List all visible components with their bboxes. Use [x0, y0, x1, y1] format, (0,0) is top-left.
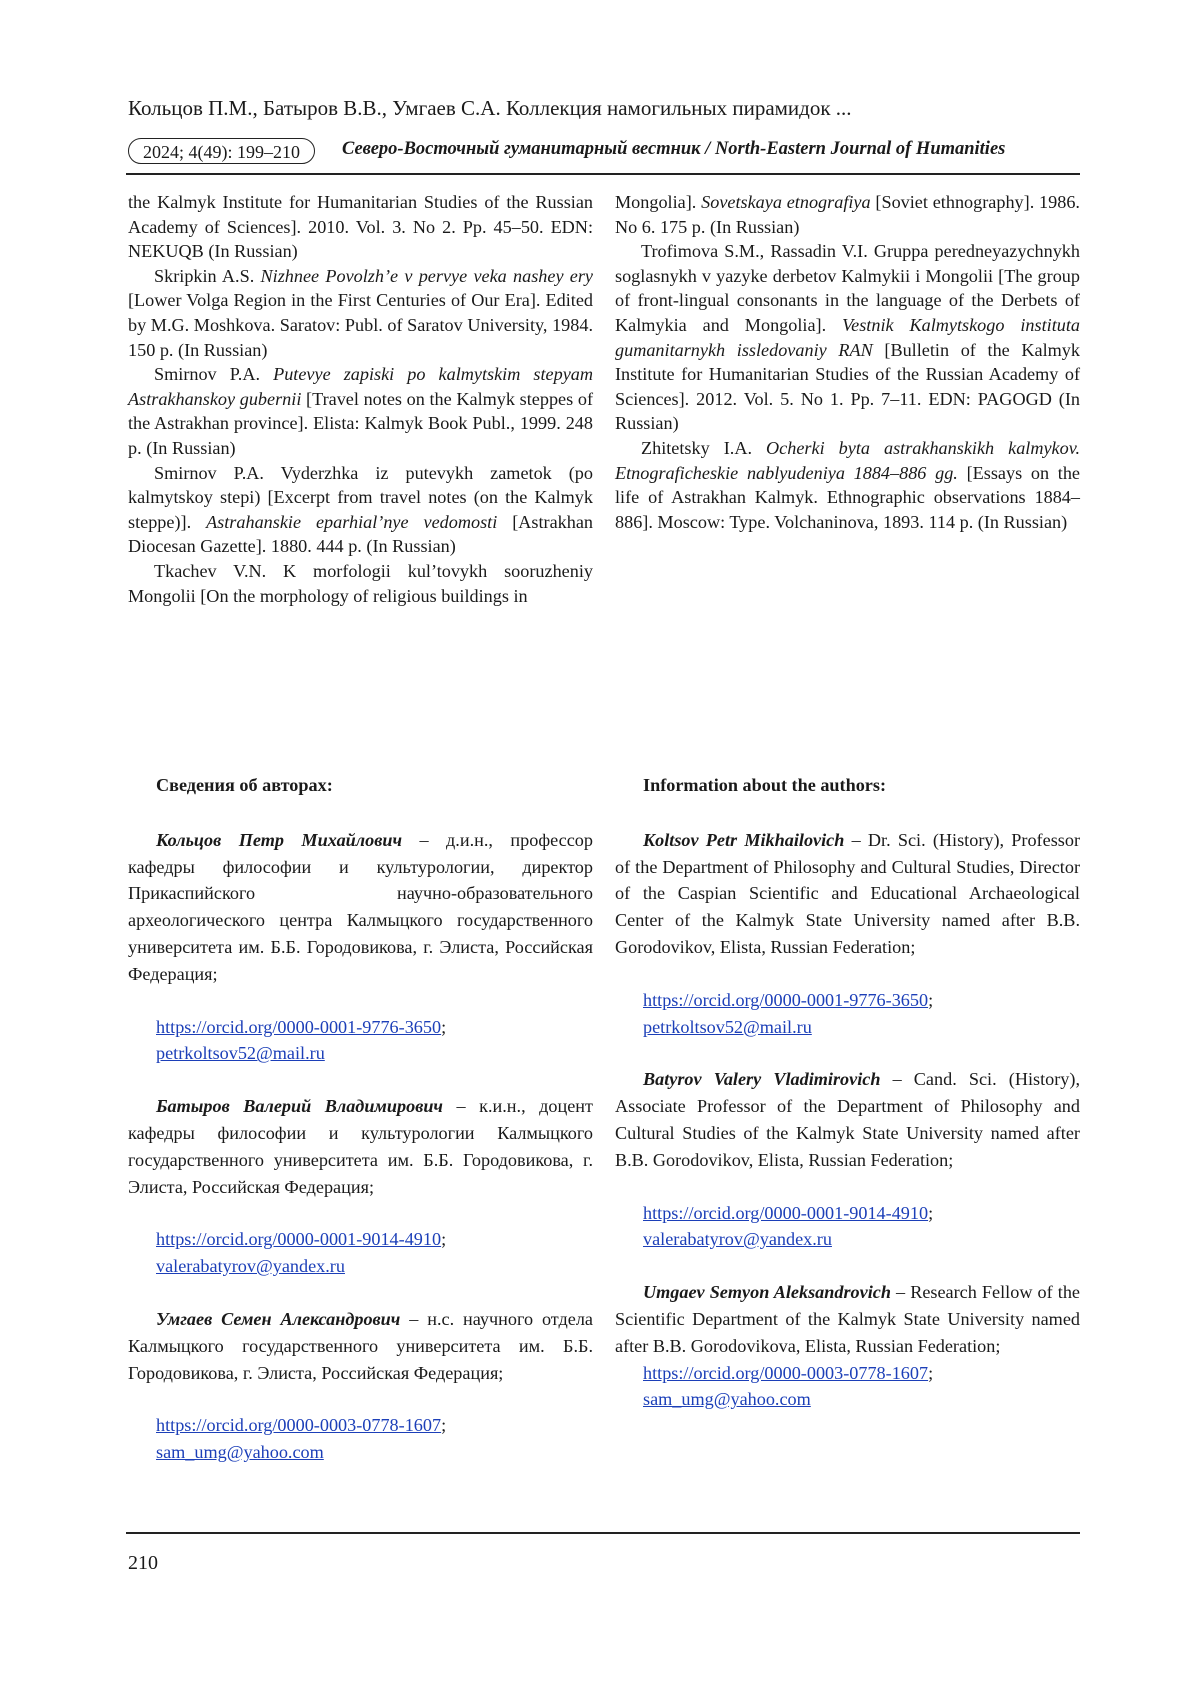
author-ru-1-links: https://orcid.org/0000-0001-9776-3650; petrkoltsov52@mail.ru	[156, 1016, 447, 1064]
page-number: 210	[128, 1552, 158, 1574]
reference-item: Mongolia]. Sovetskaya etnografiya [Soviet ethnography]. 1986. No 6. 175 p. (In Russian)	[615, 192, 1080, 237]
reference-item: Trofimova S.M., Rassadin V.I. Gruppa peredneyazychnykh soglasnykh v yazyke derbetov Kalmykii i Mongolii [The group of front-lingual consonants in the language of the Derbets of Kalmykia and Mongolia]. Vestnik Kalmytskogo instituta gumanitarnykh issledovaniy RAN [Bulletin of the Kalmyk Institute for Humanitarian Studies of the Russian Academy of Sciences]. 2012. Vol. 5. No 1. Pp. 7–11. EDN: PAGOGD (In Russian)	[615, 241, 1081, 434]
author-ru-2-links: https://orcid.org/0000-0001-9014-4910; valerabatyrov@yandex.ru	[156, 1229, 447, 1277]
author-ru-3-links: https://orcid.org/0000-0003-0778-1607; sam_umg@yahoo.com	[156, 1415, 447, 1463]
authors-ru-column	[128, 772, 593, 1492]
footer-rule	[126, 1532, 1080, 1534]
author-en-2: Batyrov Valery Vladimirovich – Cand. Sci. (History), Associate Professor of the Department of Philosophy and Cultural Studies of the Kalmyk State University named after B.B. Gorodovikov, Elista, Russian Federation;	[615, 1069, 1081, 1170]
running-head: Кольцов П.М., Батыров В.В., Умгаев С.А. Коллекция намогильных пирамидок ...	[128, 96, 852, 120]
author-ru-3: Умгаев Семен Александрович – н.с. научного отдела Калмыцкого государственного университета им. Б.Б. Городовикова, г. Элиста, Российская Федерация;	[128, 1308, 593, 1383]
author-name: Кольцов Петр Михайлович	[156, 829, 402, 850]
orcid-link[interactable]: https://orcid.org/0000-0001-9014-4910	[156, 1229, 442, 1250]
references-right-column	[615, 190, 1080, 534]
author-en-3-links: https://orcid.org/0000-0003-0778-1607; sam_umg@yahoo.com	[643, 1362, 934, 1410]
orcid-link[interactable]: https://orcid.org/0000-0001-9776-3650	[643, 989, 929, 1010]
email-link[interactable]: sam_umg@yahoo.com	[643, 1389, 811, 1410]
authors-en-column	[615, 772, 1080, 1439]
author-name: Умгаев Семен Александрович	[156, 1308, 401, 1329]
author-en-1: Koltsov Petr Mikhailovich – Dr. Sci. (History), Professor of the Department of Philosophy and Cultural Studies, Director of the Caspian Scientific and Educational Archaeological Center of the Kalmyk State University named after B.B. Gorodovikov, Elista, Russian Federation;	[615, 829, 1080, 957]
author-name: Батыров Валерий Владимирович	[156, 1096, 443, 1117]
email-link[interactable]: valerabatyrov@yandex.ru	[156, 1256, 345, 1277]
email-link[interactable]: petrkoltsov52@mail.ru	[643, 1016, 812, 1037]
orcid-link[interactable]: https://orcid.org/0000-0001-9014-4910	[643, 1202, 929, 1223]
references-left-column	[128, 190, 593, 608]
author-ru-2: Батыров Валерий Владимирович – к.и.н., доцент кафедры философии и культурологии Калмыцкого государственного университета им. Б.Б. Городовикова, г. Элиста, Российская Федерация;	[128, 1096, 593, 1197]
author-name: Batyrov Valery Vladimirovich	[643, 1069, 881, 1090]
author-name: Umgaev Semyon Aleksandrovich	[643, 1282, 891, 1303]
orcid-link[interactable]: https://orcid.org/0000-0003-0778-1607	[643, 1362, 929, 1383]
header-rule	[126, 173, 1080, 175]
journal-bar	[128, 136, 1080, 168]
orcid-link[interactable]: https://orcid.org/0000-0001-9776-3650	[156, 1016, 442, 1037]
reference-item: Smirnov P.A. Putevye zapiski po kalmytskim stepyam Astrakhanskoy gubernii [Travel notes on the Kalmyk steppes of the Astrakhan province]. Elista: Kalmyk Book Publ., 1999. 248 p. (In Russian)	[128, 364, 593, 458]
email-link[interactable]: sam_umg@yahoo.com	[156, 1442, 324, 1463]
email-link[interactable]: valerabatyrov@yandex.ru	[643, 1229, 832, 1250]
authors-ru-heading: Сведения об авторах:	[156, 775, 333, 795]
authors-en-heading: Information about the authors:	[643, 775, 887, 795]
author-ru-1: Кольцов Петр Михайлович – д.и.н., профессор кафедры философии и культурологии, директор Прикаспийского научно-образовательного археологического центра Калмыцкого государственного университета им. Б.Б. Городовикова, г. Элиста, Российская Федерация;	[128, 829, 593, 984]
journal-title: Северо-Восточный гуманитарный вестник / North-Eastern Journal of Humanities	[342, 139, 1006, 159]
author-en-3: Umgaev Semyon Aleksandrovich – Research Fellow of the Scientific Department of the Kalmyk State University named after B.B. Gorodovikova, Elista, Russian Federation;	[615, 1282, 1080, 1356]
reference-item: Skripkin A.S. Nizhnee Povolzh’e v pervye veka nashey ery [Lower Volga Region in the First Centuries of Our Era]. Edited by M.G. Moshkova. Saratov: Publ. of Saratov University, 1984. 150 p. (In Russian)	[128, 265, 594, 360]
issue-badge: 2024; 4(49): 199–210	[128, 138, 315, 164]
reference-item: Zhitetsky I.A. Ocherki byta astrakhanskikh kalmykov. Etnograficheskie nablyudeniya 1884–886 gg. [Essays on the life of Astrakhan Kalmyk. Ethnographic observations 1884–886]. Moscow: Type. Volchaninova, 1893. 114 p. (In Russian)	[615, 437, 1080, 532]
reference-item: Smirnov P.A. Vyderzhka iz putevykh zametok (po kalmytskoy stepi) [Excerpt from travel notes (on the Kalmyk steppe)]. Astrahanskie eparhial’nye vedomosti [Astrakhan Diocesan Gazette]. 1880. 444 p. (In Russian)	[128, 462, 593, 557]
author-en-2-links: https://orcid.org/0000-0001-9014-4910; valerabatyrov@yandex.ru	[643, 1202, 934, 1250]
email-link[interactable]: petrkoltsov52@mail.ru	[156, 1043, 325, 1064]
orcid-link[interactable]: https://orcid.org/0000-0003-0778-1607	[156, 1415, 442, 1436]
author-en-1-links: https://orcid.org/0000-0001-9776-3650; petrkoltsov52@mail.ru	[643, 989, 934, 1037]
author-name: Koltsov Petr Mikhailovich	[643, 829, 845, 850]
reference-item: the Kalmyk Institute for Humanitarian Studies of the Russian Academy of Sciences]. 2010. Vol. 3. No 2. Pp. 45–50. EDN: NEKUQB (In Russian)	[128, 192, 593, 262]
reference-item: Tkachev V.N. K morfologii kul’tovykh sooruzheniy Mongolii [On the morphology of religious buildings in	[128, 560, 593, 606]
